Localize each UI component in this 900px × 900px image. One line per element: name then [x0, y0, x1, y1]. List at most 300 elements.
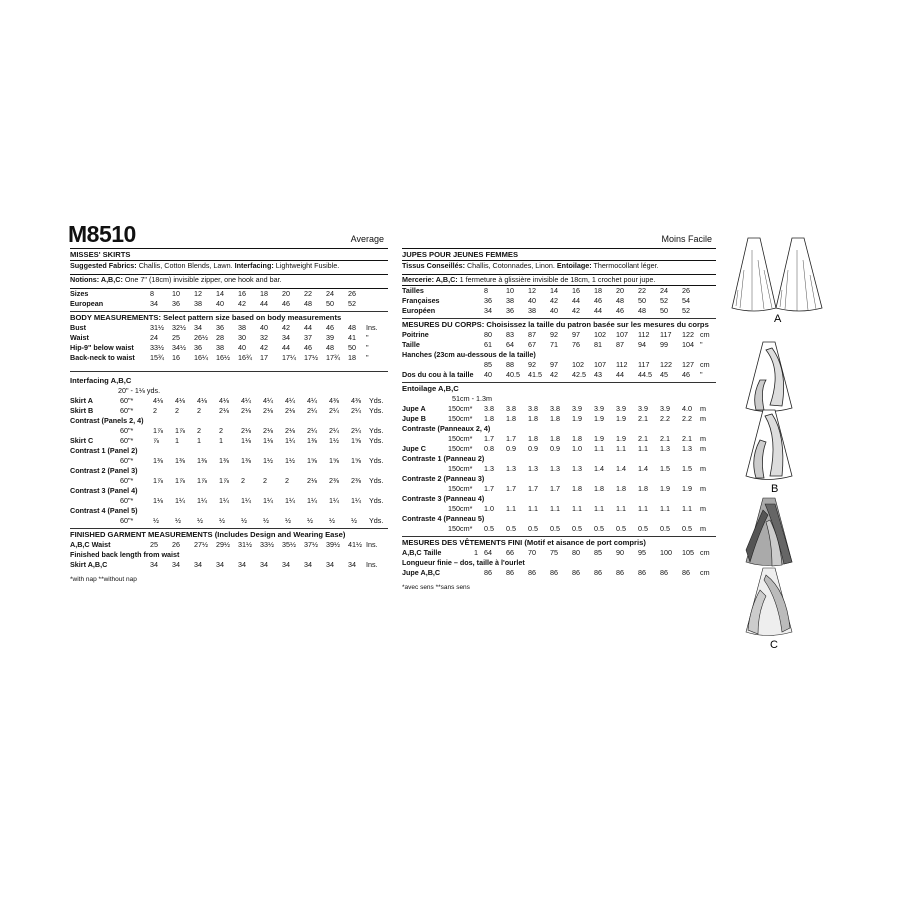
- cell-value: 1⅝: [307, 456, 317, 465]
- unit-label: ": [700, 370, 703, 379]
- cell-value: 38: [194, 299, 202, 308]
- cell-value: 2⅛: [241, 406, 251, 415]
- fabric-width: 60"*: [120, 406, 134, 415]
- cell-value: 18: [260, 289, 268, 298]
- cell-value: 1.8: [550, 414, 560, 423]
- unit-label: m: [700, 464, 706, 473]
- cell-value: 46: [594, 296, 602, 305]
- cell-value: 0.5: [550, 524, 560, 533]
- table-row: [70, 426, 388, 436]
- cell-value: 71: [550, 340, 558, 349]
- cell-value: 86: [616, 568, 624, 577]
- cell-value: 54: [682, 296, 690, 305]
- table-row: [402, 306, 716, 316]
- unit-label: m: [700, 504, 706, 513]
- cell-value: 1⅞: [175, 426, 185, 435]
- cell-value: 33½: [260, 540, 274, 549]
- cell-value: 37: [304, 333, 312, 342]
- interfacing-title: Interfacing A,B,C: [70, 376, 132, 385]
- cell-value: 44: [594, 306, 602, 315]
- cell-value: ½: [351, 516, 357, 525]
- cell-value: 1: [197, 436, 201, 445]
- cell-value: 2¼: [307, 406, 317, 415]
- cell-value: 14: [216, 289, 224, 298]
- cell-value: 75: [550, 548, 558, 557]
- footnote: *with nap **without nap: [70, 576, 137, 583]
- row-label: Contrast 2 (Panel 3): [70, 466, 138, 475]
- unit-label: cm: [700, 330, 710, 339]
- row-label: Poitrine: [402, 330, 429, 339]
- table-row: [402, 340, 716, 350]
- size-table: [70, 289, 388, 309]
- cell-value: 2⅛: [285, 426, 295, 435]
- cell-value: 81: [594, 340, 602, 349]
- row-label: A,B,C Taille: [402, 548, 442, 557]
- cell-value: 38: [528, 306, 536, 315]
- cell-value: 34: [238, 560, 246, 569]
- cell-value: 16¼: [194, 353, 208, 362]
- table-row: [70, 353, 388, 363]
- cell-value: 1⅜: [219, 456, 229, 465]
- row-label: Jupe A: [402, 404, 426, 413]
- cell-value: 1.8: [594, 484, 604, 493]
- cell-value: 1⅞: [219, 476, 229, 485]
- cell-value: 1.3: [660, 444, 670, 453]
- cell-value: 37½: [304, 540, 318, 549]
- cell-value: 1.4: [616, 464, 626, 473]
- cell-value: 40.5: [506, 370, 520, 379]
- table-row: [402, 286, 716, 296]
- cell-value: 1¼: [351, 496, 361, 505]
- cell-value: 70: [528, 548, 536, 557]
- cell-value: 24: [150, 333, 158, 342]
- interfacing-row-fr: 51cm - 1.3m: [452, 394, 492, 403]
- finished-measurements-table: [70, 540, 388, 570]
- cell-value: 1⅞: [197, 476, 207, 485]
- cell-value: 2.1: [682, 434, 692, 443]
- cell-value: 66: [506, 548, 514, 557]
- cell-value: 2¼: [351, 406, 361, 415]
- cell-value: 40: [238, 343, 246, 352]
- row-label: Waist: [70, 333, 89, 342]
- unit-label: m: [700, 414, 706, 423]
- cell-value: 97: [550, 360, 558, 369]
- unit-label: ": [700, 340, 703, 349]
- table-row: [70, 496, 388, 506]
- cell-value: 29½: [216, 540, 230, 549]
- cell-value: 2: [197, 426, 201, 435]
- cell-value: 1⅞: [153, 476, 163, 485]
- fabric-width: 150cm*: [448, 504, 473, 513]
- cell-value: 86: [506, 568, 514, 577]
- cell-value: 92: [550, 330, 558, 339]
- cell-value: 34: [282, 560, 290, 569]
- row-label: Jupe B: [402, 414, 426, 423]
- cell-value: 50: [326, 299, 334, 308]
- row-label: Skirt A,B,C: [70, 560, 108, 569]
- unit-label: Yds.: [369, 516, 384, 525]
- cell-value: 117: [660, 330, 672, 339]
- cell-value: 1⅜: [197, 456, 207, 465]
- cell-value: 1⅛: [241, 436, 251, 445]
- cell-value: 1.9: [616, 414, 626, 423]
- table-row: [70, 540, 388, 550]
- cell-value: 44: [260, 299, 268, 308]
- cell-value: 4⅛: [197, 396, 207, 405]
- view-b-label: B: [771, 483, 779, 495]
- fabric-width: 150cm*: [448, 444, 473, 453]
- cell-value: 46: [304, 343, 312, 352]
- cell-value: 1½: [263, 456, 273, 465]
- table-subheading: [402, 424, 716, 434]
- fabric-width: 60"*: [120, 426, 134, 435]
- table-row: [70, 299, 388, 309]
- unit-label: m: [700, 434, 706, 443]
- cell-value: 1.7: [506, 484, 516, 493]
- cell-value: 1¼: [175, 496, 185, 505]
- unit-label: Yds.: [369, 426, 384, 435]
- cell-value: 1⅞: [175, 476, 185, 485]
- unit-label: m: [700, 524, 706, 533]
- fabric-width: 60"*: [120, 436, 134, 445]
- unit-label: ": [366, 343, 369, 352]
- table-row: [70, 456, 388, 466]
- cell-value: 112: [616, 360, 628, 369]
- cell-value: 1.1: [572, 504, 582, 513]
- english-column: [68, 221, 388, 583]
- cell-value: 127: [682, 360, 694, 369]
- cell-value: 0.8: [484, 444, 494, 453]
- table-row: [70, 516, 388, 526]
- view-illustrations: [730, 230, 830, 650]
- cell-value: 32: [260, 333, 268, 342]
- fabric-width: 150cm*: [448, 484, 473, 493]
- cell-value: 88: [506, 360, 514, 369]
- section-title-fr: JUPES POUR JEUNES FEMMES: [402, 248, 716, 260]
- cell-value: 17½: [304, 353, 318, 362]
- row-label: Jupe C: [402, 444, 426, 453]
- cell-value: 1⅝: [351, 436, 361, 445]
- unit-label: cm: [700, 548, 710, 557]
- cell-value: 25: [150, 540, 158, 549]
- cell-value: 1¼: [307, 496, 317, 505]
- cell-value: 34: [194, 323, 202, 332]
- cell-value: 3.8: [506, 404, 516, 413]
- cell-value: 2: [175, 406, 179, 415]
- cell-value: 34: [216, 560, 224, 569]
- cell-value: 1.9: [616, 434, 626, 443]
- row-label: Contrast 1 (Panel 2): [70, 446, 138, 455]
- fabric-width: 60"*: [120, 396, 134, 405]
- row-label: Contrast (Panels 2, 4): [70, 416, 144, 425]
- fabrics-line-fr: Tissus Conseillés: Challis, Cotonnades, Linon. Entoilage: Thermocollant léger.: [402, 260, 716, 271]
- cell-value: 0.9: [550, 444, 560, 453]
- cell-value: 1¼: [241, 496, 251, 505]
- cell-value: 1.3: [484, 464, 494, 473]
- cell-value: 33½: [150, 343, 164, 352]
- cell-value: 107: [594, 360, 606, 369]
- fabric-width: 150cm*: [448, 414, 473, 423]
- cell-value: 2⅛: [241, 426, 251, 435]
- unit-label: Yds.: [369, 496, 384, 505]
- row-label: Contraste (Panneaux 2, 4): [402, 424, 491, 433]
- table-subheading: [70, 550, 388, 560]
- pattern-code: M8510: [68, 221, 136, 247]
- cell-value: 1.3: [682, 444, 692, 453]
- cell-value: 2⅛: [285, 406, 295, 415]
- cell-value: 48: [616, 296, 624, 305]
- cell-value: 105: [682, 548, 694, 557]
- cell-value: 30: [238, 333, 246, 342]
- row-label: Longueur finie – dos, taille à l'ourlet: [402, 558, 525, 567]
- cell-value: 1½: [329, 436, 339, 445]
- cell-value: ½: [307, 516, 313, 525]
- cell-value: 4¼: [307, 396, 317, 405]
- table-subheading: [402, 558, 716, 568]
- cell-value: 80: [484, 330, 492, 339]
- cell-value: 2: [219, 426, 223, 435]
- cell-value: 1⅞: [153, 426, 163, 435]
- cell-value: 4⅜: [351, 396, 361, 405]
- cell-value: 1⅜: [307, 436, 317, 445]
- view-a-label: A: [774, 313, 782, 325]
- cell-value: 1.5: [660, 464, 670, 473]
- cell-value: 2⅛: [263, 406, 273, 415]
- cell-value: 40: [550, 306, 558, 315]
- cell-value: 1.7: [528, 484, 538, 493]
- cell-value: ½: [175, 516, 181, 525]
- cell-value: 16: [172, 353, 180, 362]
- cell-value: 50: [638, 296, 646, 305]
- cell-value: 1.5: [682, 464, 692, 473]
- cell-value: 44: [572, 296, 580, 305]
- table-subheading: [70, 446, 388, 456]
- unit-label: Ins.: [366, 323, 378, 332]
- cell-value: 40: [528, 296, 536, 305]
- row-label: Finished back length from waist: [70, 550, 180, 559]
- table-row: [402, 370, 716, 380]
- cell-value: 17: [260, 353, 268, 362]
- skirt-views: [730, 230, 830, 650]
- cell-value: 48: [638, 306, 646, 315]
- unit-label: Yds.: [369, 396, 384, 405]
- cell-value: 1.1: [550, 504, 560, 513]
- cell-value: 0.9: [506, 444, 516, 453]
- cell-value: 1.4: [594, 464, 604, 473]
- table-row: [402, 568, 716, 578]
- finished-measurements-title: FINISHED GARMENT MEASUREMENTS (Includes Design and Wearing Ease): [70, 530, 346, 539]
- unit-label: m: [700, 404, 706, 413]
- cell-value: 1.1: [638, 504, 648, 513]
- cell-value: 20: [616, 286, 624, 295]
- cell-value: 44.5: [638, 370, 652, 379]
- cell-value: 42: [550, 370, 558, 379]
- cell-value: 36: [194, 343, 202, 352]
- cell-value: 4⅛: [153, 396, 163, 405]
- unit-label: cm: [700, 360, 710, 369]
- cell-value: 2⅛: [219, 406, 229, 415]
- cell-value: 0.5: [484, 524, 494, 533]
- cell-value: 2: [285, 476, 289, 485]
- table-subheading: [402, 350, 716, 360]
- cell-value: 10: [506, 286, 514, 295]
- cell-value: 16¾: [238, 353, 252, 362]
- cell-value: 1.1: [594, 444, 604, 453]
- cell-value: 76: [572, 340, 580, 349]
- cell-value: 1.1: [616, 444, 626, 453]
- cell-value: 46: [326, 323, 334, 332]
- cell-value: 36: [484, 296, 492, 305]
- cell-value: 86: [550, 568, 558, 577]
- row-label: Bust: [70, 323, 86, 332]
- table-subheading: [402, 454, 716, 464]
- difficulty-level: Average: [350, 234, 384, 244]
- cell-value: 86: [572, 568, 580, 577]
- cell-value: 18: [348, 353, 356, 362]
- cell-value: 90: [616, 548, 624, 557]
- cell-value: 1¼: [329, 496, 339, 505]
- cell-value: 34: [194, 560, 202, 569]
- cell-value: 43: [594, 370, 602, 379]
- cell-value: ½: [241, 516, 247, 525]
- cell-value: 1.7: [484, 434, 494, 443]
- interfacing-row: 20" - 1⅛ yds.: [118, 386, 161, 395]
- cell-value: 0.5: [660, 524, 670, 533]
- cell-value: 1.1: [528, 504, 538, 513]
- cell-value: 1: [175, 436, 179, 445]
- cell-value: 15¾: [150, 353, 164, 362]
- cell-value: 80: [572, 548, 580, 557]
- cell-value: 0.5: [506, 524, 516, 533]
- cell-value: 42: [550, 296, 558, 305]
- row-label: Dos du cou à la taille: [402, 370, 474, 379]
- cell-value: 4¼: [263, 396, 273, 405]
- cell-value: 3.8: [484, 404, 494, 413]
- fabrics-line: Suggested Fabrics: Challis, Cotton Blends, Lawn. Interfacing: Lightweight Fusible.: [70, 260, 388, 271]
- cell-value: 22: [638, 286, 646, 295]
- row-label: Skirt A: [70, 396, 93, 405]
- cell-value: 4⅛: [175, 396, 185, 405]
- cell-value: 2: [153, 406, 157, 415]
- row-label: Françaises: [402, 296, 440, 305]
- row-label: Contraste 2 (Panneau 3): [402, 474, 485, 483]
- cell-value: 38: [238, 323, 246, 332]
- skirt-a-illustration: [732, 238, 822, 311]
- cell-value: 45: [660, 370, 668, 379]
- cell-value: 22: [304, 289, 312, 298]
- cell-value: 0.5: [594, 524, 604, 533]
- cell-value: 42: [260, 343, 268, 352]
- row-label: Skirt C: [70, 436, 94, 445]
- cell-value: 26: [682, 286, 690, 295]
- cell-value: 1½: [285, 456, 295, 465]
- cell-value: 86: [528, 568, 536, 577]
- cell-value: 52: [660, 296, 668, 305]
- notions-line-fr: Mercerie: A,B,C: 1 fermeture à glissière invisible de 18cm, 1 crochet pour jupe.: [402, 274, 716, 285]
- cell-value: 50: [348, 343, 356, 352]
- finished-measurements-title-fr: MESURES DES VÊTEMENTS FINI (Motif et aisance de port compris): [402, 538, 646, 547]
- row-label: Taille: [402, 340, 420, 349]
- unit-label: m: [700, 484, 706, 493]
- cell-value: 95: [638, 548, 646, 557]
- cell-value: 18: [594, 286, 602, 295]
- fabric-requirements-table: [70, 396, 388, 526]
- cell-value: 2: [241, 476, 245, 485]
- cell-value: 41: [348, 333, 356, 342]
- cell-value: 1¼: [197, 496, 207, 505]
- cell-value: 46: [616, 306, 624, 315]
- cell-value: 16: [572, 286, 580, 295]
- cell-value: 1.8: [484, 414, 494, 423]
- cell-value: 4⅜: [329, 396, 339, 405]
- table-row: [402, 404, 716, 414]
- cell-value: 27½: [194, 540, 208, 549]
- cell-value: 1.1: [506, 504, 516, 513]
- cell-value: 12: [528, 286, 536, 295]
- cell-value: 97: [572, 330, 580, 339]
- cell-value: 1.1: [638, 444, 648, 453]
- table-subheading: [70, 486, 388, 496]
- cell-value: 1.0: [484, 504, 494, 513]
- cell-value: 1.9: [682, 484, 692, 493]
- unit-label: Yds.: [369, 436, 384, 445]
- cell-value: 36: [216, 323, 224, 332]
- fabric-width: 60"*: [120, 496, 134, 505]
- cell-value: 1: [219, 436, 223, 445]
- cell-value: 0.5: [682, 524, 692, 533]
- row-label: Jupe A,B,C: [402, 568, 441, 577]
- cell-value: 67: [528, 340, 536, 349]
- cell-value: 42.5: [572, 370, 586, 379]
- cell-value: ½: [219, 516, 225, 525]
- cell-value: 86: [594, 568, 602, 577]
- cell-value: 24: [660, 286, 668, 295]
- cell-value: 2: [197, 406, 201, 415]
- cell-value: 31½: [150, 323, 164, 332]
- cell-value: 86: [484, 568, 492, 577]
- cell-value: 2.2: [660, 414, 670, 423]
- table-row: [70, 476, 388, 486]
- cell-value: 34: [348, 560, 356, 569]
- cell-value: 2⅜: [351, 476, 361, 485]
- fabric-width: 60"*: [120, 476, 134, 485]
- cell-value: 38: [506, 296, 514, 305]
- cell-value: 34: [304, 560, 312, 569]
- cell-value: 34: [150, 560, 158, 569]
- cell-value: 1⅜: [175, 456, 185, 465]
- cell-value: 1.3: [506, 464, 516, 473]
- cell-value: ½: [263, 516, 269, 525]
- cell-value: 64: [484, 548, 492, 557]
- cell-value: 2.1: [638, 434, 648, 443]
- skirt-c-illustration: [746, 498, 792, 636]
- table-row: [402, 434, 716, 444]
- cell-value: 36: [172, 299, 180, 308]
- size-table-fr: [402, 286, 716, 316]
- cell-value: 61: [484, 340, 492, 349]
- table-row: [402, 444, 716, 454]
- table-subheading: [70, 416, 388, 426]
- cell-value: 4⅛: [219, 396, 229, 405]
- unit-label: Yds.: [369, 456, 384, 465]
- body-measurements-title: BODY MEASUREMENTS: Select pattern size based on body measurements: [70, 313, 342, 322]
- finished-measurements-table-fr: [402, 548, 716, 578]
- cell-value: 25: [172, 333, 180, 342]
- cell-value: 3.9: [572, 404, 582, 413]
- unit-label: ": [366, 333, 369, 342]
- row-label: Contraste 1 (Panneau 2): [402, 454, 485, 463]
- cell-value: 85: [484, 360, 492, 369]
